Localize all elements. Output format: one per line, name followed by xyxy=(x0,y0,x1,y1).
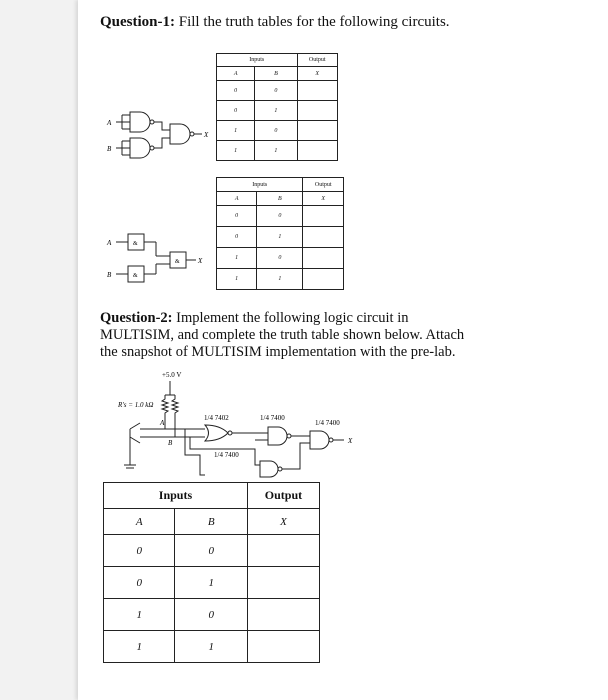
circuit2-block-c: & xyxy=(175,259,180,265)
circuit1-output-x: X xyxy=(204,131,209,139)
q2-output-header: Output xyxy=(247,483,319,509)
table1-output-cell[interactable] xyxy=(297,121,337,141)
q2-resistor-label: R's = 1.0 kΩ xyxy=(118,401,154,409)
table-row xyxy=(104,567,320,599)
table1-cell: 0 xyxy=(255,121,297,141)
circuit2-output-x: X xyxy=(198,257,203,265)
table1-cell: 1 xyxy=(255,101,297,121)
q2-output-cell[interactable] xyxy=(247,599,319,631)
circuit1-input-a: A xyxy=(107,119,112,127)
table2-cell: 0 xyxy=(257,206,303,227)
q2-cell: 1 xyxy=(104,599,175,631)
table1-inputs-header: Inputs xyxy=(217,54,298,67)
q2-chip-7400-a: 1/4 7400 xyxy=(260,414,285,422)
circuit2-diagram xyxy=(100,228,220,288)
q2-cell: 0 xyxy=(175,535,247,567)
table1-cell: 0 xyxy=(217,101,255,121)
question1-text: Fill the truth tables for the following circuits. xyxy=(178,14,450,30)
table1-cell: 1 xyxy=(217,141,255,161)
table1-cell: 1 xyxy=(217,121,255,141)
table1-cell: 1 xyxy=(255,141,297,161)
q2-cell: 0 xyxy=(104,567,175,599)
q2-chip-7400-b: 1/4 7400 xyxy=(214,451,239,459)
q2-col-x: X xyxy=(247,509,319,535)
table2-output-header: Output xyxy=(303,178,344,192)
q2-input-b: B xyxy=(168,439,173,447)
question2-circuit-diagram xyxy=(110,365,380,480)
table-row xyxy=(217,227,344,248)
circuit2-input-a: A xyxy=(107,239,112,247)
table-row xyxy=(104,599,320,631)
table2-cell: 1 xyxy=(217,269,257,290)
question2-text-block xyxy=(100,310,470,361)
question1-label: Question-1: xyxy=(100,14,175,30)
q2-input-a: A xyxy=(160,419,165,427)
table-row xyxy=(217,101,338,121)
table2-cell: 1 xyxy=(257,227,303,248)
q2-output-x: X xyxy=(348,437,353,445)
q2-output-cell[interactable] xyxy=(247,535,319,567)
circuit2-block-a: & xyxy=(133,241,138,247)
table-row xyxy=(217,206,344,227)
table1-col-b: B xyxy=(255,67,297,81)
table2-cell: 0 xyxy=(217,206,257,227)
table2-output-cell[interactable] xyxy=(303,206,344,227)
q2-cell: 1 xyxy=(175,567,247,599)
table2-col-a: A xyxy=(217,192,257,206)
table-row xyxy=(217,81,338,101)
table-row xyxy=(217,121,338,141)
table2-cell: 0 xyxy=(257,248,303,269)
circuit1-diagram xyxy=(100,100,220,170)
table2-cell: 1 xyxy=(217,248,257,269)
table2-cell: 0 xyxy=(217,227,257,248)
q2-output-cell[interactable] xyxy=(247,567,319,599)
table1-output-cell[interactable] xyxy=(297,101,337,121)
table2-col-x: X xyxy=(303,192,344,206)
table2-inputs-header: Inputs xyxy=(217,178,303,192)
q2-col-a: A xyxy=(104,509,175,535)
table2-cell: 1 xyxy=(257,269,303,290)
truth-table-1 xyxy=(216,53,338,161)
table1-cell: 0 xyxy=(255,81,297,101)
question1-title xyxy=(100,14,450,31)
table-row xyxy=(217,141,338,161)
q2-cell: 0 xyxy=(175,599,247,631)
q2-col-b: B xyxy=(175,509,247,535)
table1-output-header: Output xyxy=(297,54,337,67)
table1-col-x: X xyxy=(297,67,337,81)
question2-text: Implement the following logic circuit in MULTISIM, and complete the truth table shown below. Attach the snapshot of MULTISIM implementation with the pre-lab. xyxy=(100,310,465,360)
circuit2-input-b: B xyxy=(107,271,112,279)
question2-label: Question-2: xyxy=(100,310,173,326)
q2-chip-7402: 1/4 7402 xyxy=(204,414,229,422)
table2-col-b: B xyxy=(257,192,303,206)
table2-output-cell[interactable] xyxy=(303,269,344,290)
table1-col-a: A xyxy=(217,67,255,81)
table2-output-cell[interactable] xyxy=(303,227,344,248)
truth-table-q2 xyxy=(103,482,320,663)
q2-output-cell[interactable] xyxy=(247,631,319,663)
table1-output-cell[interactable] xyxy=(297,81,337,101)
q2-cell: 0 xyxy=(104,535,175,567)
circuit1-input-b: B xyxy=(107,145,112,153)
table-row xyxy=(104,535,320,567)
table1-cell: 0 xyxy=(217,81,255,101)
circuit2-block-b: & xyxy=(133,273,138,279)
q2-cell: 1 xyxy=(175,631,247,663)
table-row xyxy=(217,248,344,269)
q2-vcc-label: +5.0 V xyxy=(162,371,182,379)
truth-table-2 xyxy=(216,177,344,290)
table-row xyxy=(217,269,344,290)
q2-inputs-header: Inputs xyxy=(104,483,248,509)
q2-chip-7400-c: 1/4 7400 xyxy=(315,419,340,427)
table1-output-cell[interactable] xyxy=(297,141,337,161)
q2-cell: 1 xyxy=(104,631,175,663)
table2-output-cell[interactable] xyxy=(303,248,344,269)
table-row xyxy=(104,631,320,663)
